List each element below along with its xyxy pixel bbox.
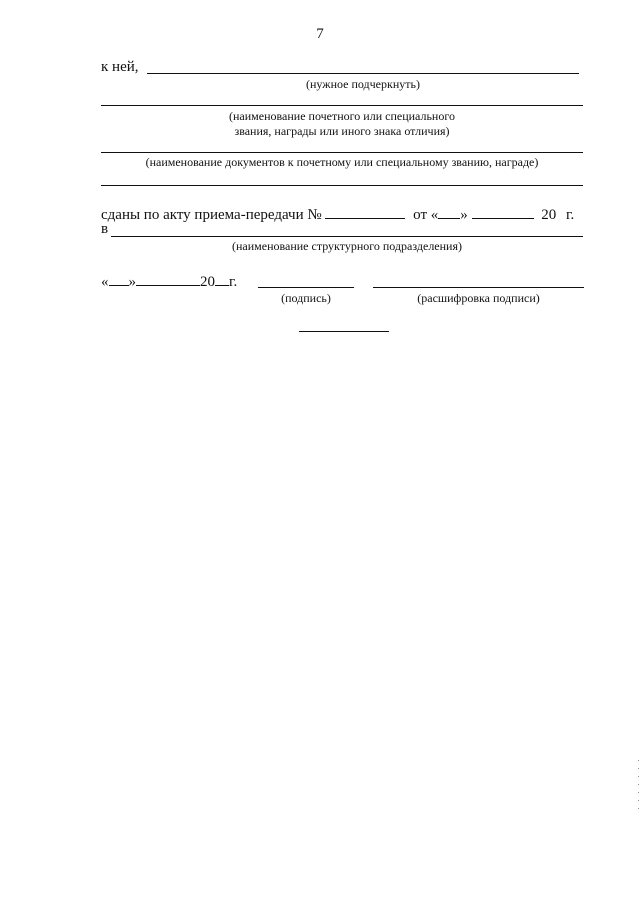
sig-month-blank: [136, 271, 200, 286]
transfer-from: от «: [413, 207, 439, 223]
sig-quote-open: «: [101, 274, 109, 290]
signature-date: [101, 271, 237, 291]
sig-quote-close: »: [128, 274, 136, 290]
transfer-quote-close: »: [460, 207, 468, 223]
page-number: 7: [316, 26, 324, 42]
sig-year-blank: [215, 271, 229, 286]
transfer-text: сданы по акту приема-передачи №: [101, 207, 322, 223]
line1-prefix: к ней,: [101, 59, 139, 75]
decode-caption: (расшифровка подписи): [417, 291, 540, 305]
line2-rule: [101, 105, 583, 106]
sig-year-suffix: г.: [229, 274, 238, 290]
line1-caption: (нужное подчеркнуть): [306, 77, 420, 91]
month-blank: [472, 204, 534, 219]
sig-year: 20: [200, 274, 215, 290]
line3-rule: [101, 152, 583, 153]
line4-rule: [101, 185, 583, 186]
transfer-year: 20: [541, 207, 557, 223]
dept-caption: (наименование структурного подразделения): [231, 239, 462, 253]
act-number-blank: [325, 204, 405, 219]
signature-caption: (подпись): [281, 291, 331, 305]
line2-caption-1: (наименование почетного или специального: [229, 109, 455, 123]
scan-marks: [636, 760, 640, 816]
line2-caption-2: звания, награды или иного знака отличия): [234, 124, 450, 138]
decode-rule: [373, 287, 584, 288]
day-blank: [438, 204, 460, 219]
transfer-in: в: [101, 221, 109, 237]
transfer-year-suffix: г.: [566, 207, 575, 223]
sig-day-blank: [109, 271, 129, 286]
dept-rule: [111, 236, 583, 237]
signature-rule: [258, 287, 354, 288]
line1-rule: [147, 73, 579, 74]
closing-rule: [299, 331, 389, 332]
line3-caption: (наименование документов к почетному или специальному званию, награде): [145, 155, 539, 169]
transfer-line: [101, 204, 574, 224]
